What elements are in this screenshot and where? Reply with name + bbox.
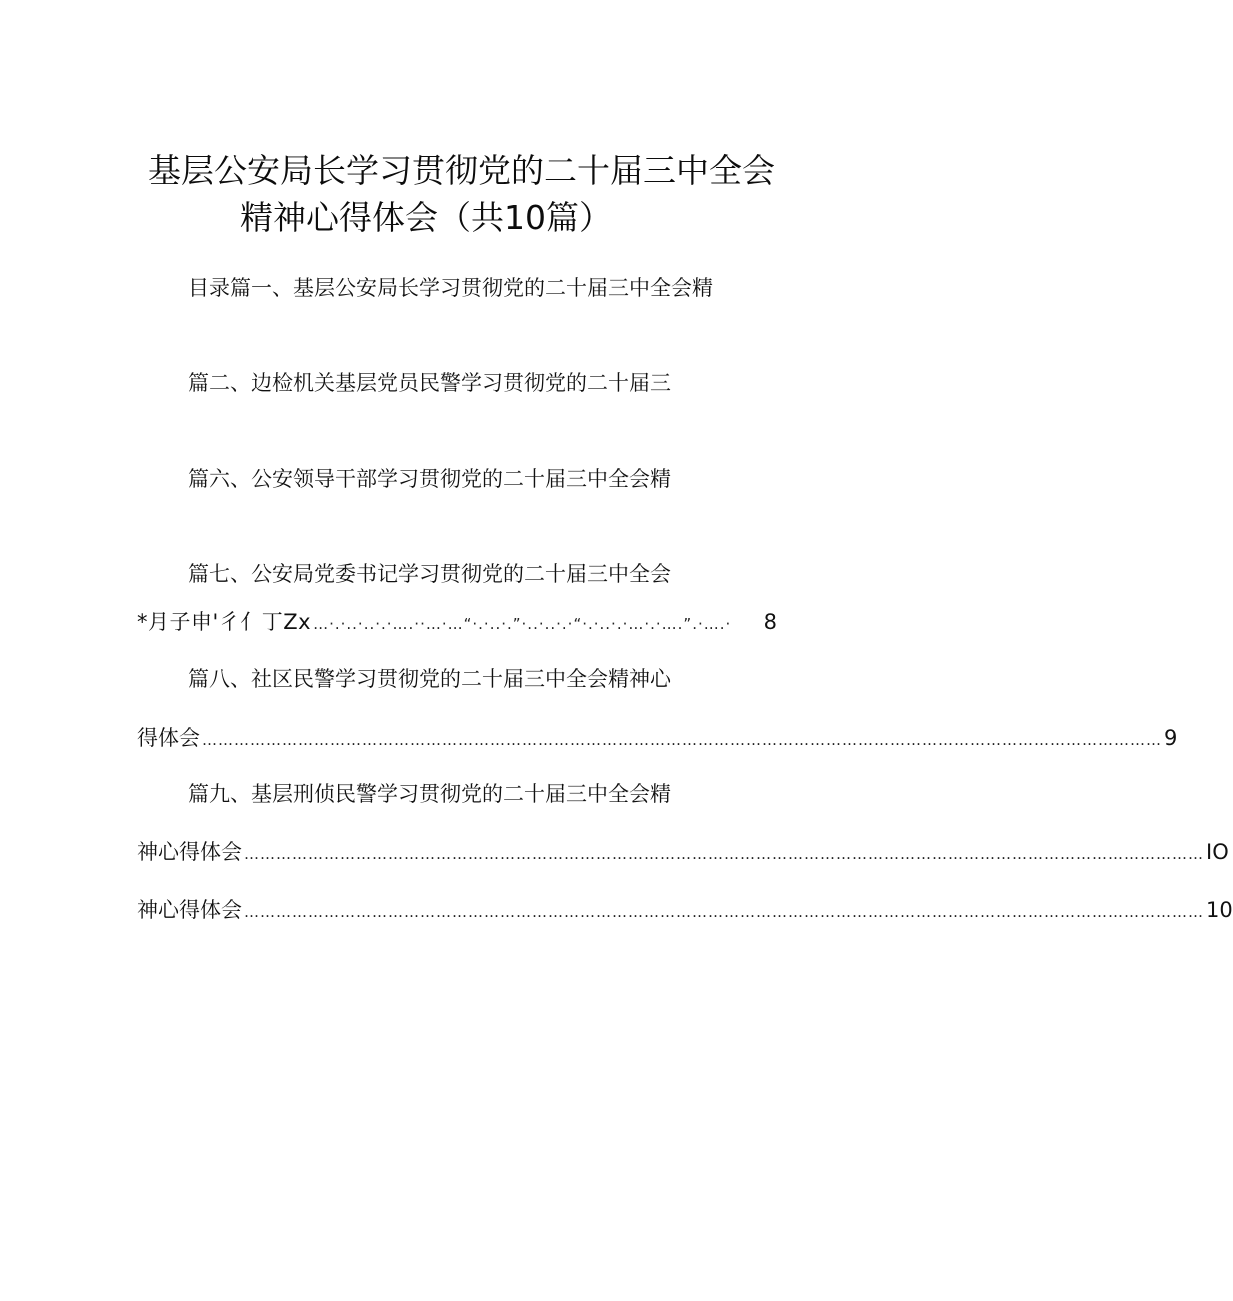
toc-entry-9-continuation bbox=[137, 838, 1229, 866]
dot-leader: ……………………………………………………………………………………………………………………………………………………………… bbox=[202, 731, 1162, 749]
toc-entry-1: 目录篇一、基层公安局长学习贯彻党的二十届三中全会精 bbox=[188, 276, 713, 300]
page-number: 8 bbox=[763, 610, 777, 634]
toc-entry-2: 篇二、边检机关基层党员民警学习贯彻党的二十届三 bbox=[188, 371, 671, 395]
toc-entry-text: 得体会 bbox=[137, 726, 200, 750]
toc-entry-text: 神心得体会 bbox=[137, 898, 242, 922]
page-number: 9 bbox=[1164, 726, 1178, 750]
toc-entry-7-continuation bbox=[137, 608, 777, 636]
page-number: IO bbox=[1206, 840, 1229, 864]
page-number: 10 bbox=[1206, 898, 1233, 922]
dot-leader: …·.·..·..·.·….··…·…“·.·..·.”·..·..·.·“·.·..·.·…·.·….”.·….· bbox=[313, 615, 732, 633]
toc-entry-6: 篇六、公安领导干部学习贯彻党的二十届三中全会精 bbox=[188, 467, 671, 491]
dot-leader: ……………………………………………………………………………………………………………………………………………………………… bbox=[244, 845, 1204, 863]
toc-entry-10-continuation bbox=[137, 896, 1233, 924]
toc-entry-8: 篇八、社区民警学习贯彻党的二十届三中全会精神心 bbox=[188, 667, 671, 691]
toc-entry-8-continuation bbox=[137, 724, 1178, 752]
toc-entry-text: 神心得体会 bbox=[137, 840, 242, 864]
toc-entry-text: *月子申'彳亻丁Zx bbox=[137, 610, 312, 634]
document-title-line-2: 精神心得体会（共10篇） bbox=[240, 198, 612, 237]
document-title-line-1: 基层公安局长学习贯彻党的二十届三中全会 bbox=[148, 151, 775, 190]
dot-leader: ……………………………………………………………………………………………………………………………………………………………… bbox=[244, 903, 1204, 921]
toc-entry-7: 篇七、公安局党委书记学习贯彻党的二十届三中全会 bbox=[188, 562, 671, 586]
toc-entry-9: 篇九、基层刑侦民警学习贯彻党的二十届三中全会精 bbox=[188, 782, 671, 806]
